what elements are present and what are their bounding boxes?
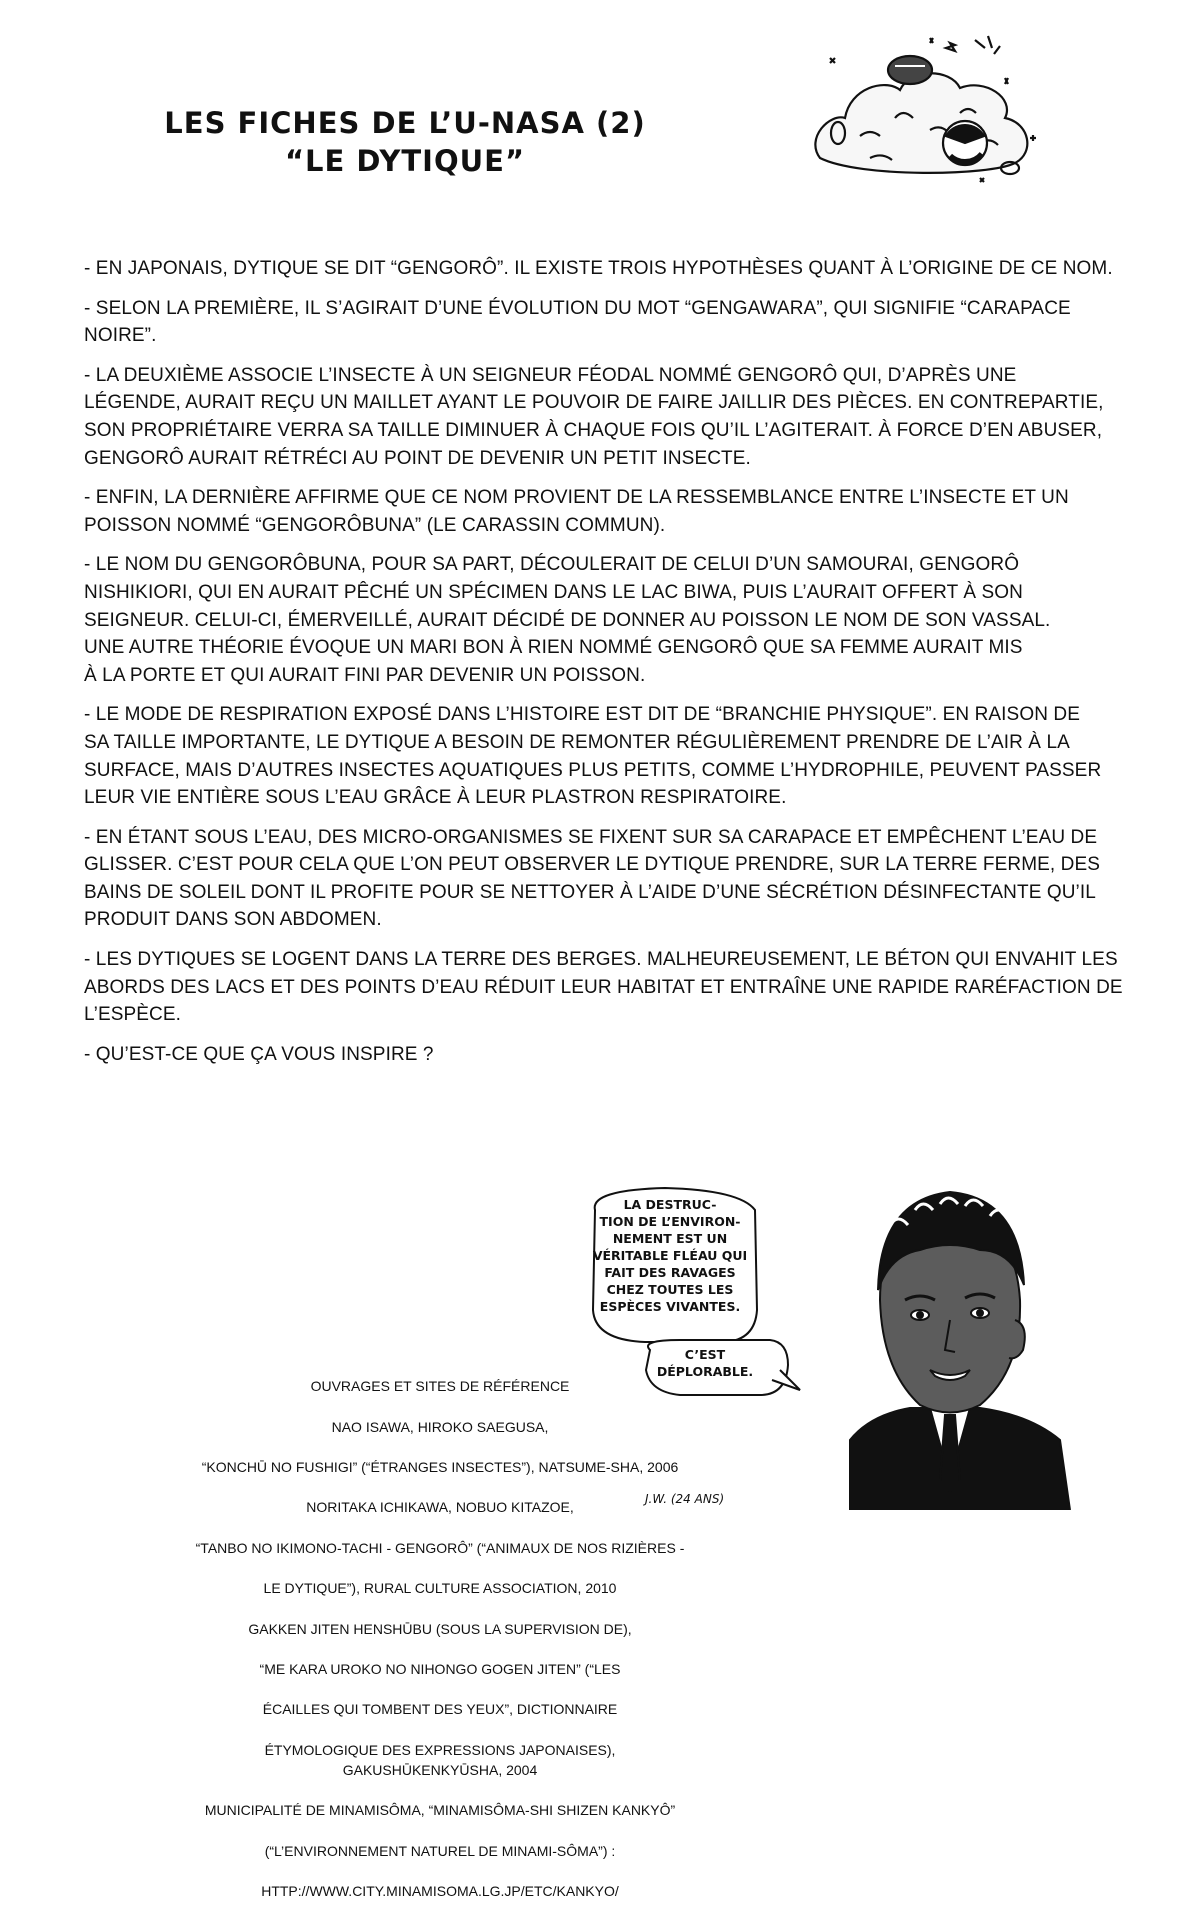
reference-line: ÉCAILLES QUI TOMBENT DES YEUX”, DICTIONNAIRE bbox=[262, 1701, 618, 1718]
mascot-pile-icon bbox=[800, 18, 1050, 198]
paragraph: - EN ÉTANT SOUS L’EAU, DES MICRO-ORGANISMES SE FIXENT SUR SA CARAPACE ET EMPÊCHENT L’EAU DE GLISSER. C’EST POUR CELA QUE L’ON PEUT OBSERVER LE DYTIQUE PRENDRE, SUR LA TERRE FERME, DES BAINS DE SOLEIL DONT IL PROFITE POUR SE NETTOYER À L’AIDE D’UNE SÉCRÉTION DÉSINFECTANTE QU’IL PRODUIT DANS SON ABDOMEN. bbox=[84, 826, 1101, 931]
paragraph: - LA DEUXIÈME ASSOCIE L’INSECTE À UN SEIGNEUR FÉODAL NOMMÉ GENGORÔ QUI, D’APRÈS UNE LÉGENDE, AURAIT REÇU UN MAILLET AYANT LE POUVOIR DE FAIRE JAILLIR DES PIÈCES. EN CONTREPARTIE, SON PROPRIÉTAIRE VERRA SA TAILLE DIMINUER À CHAQUE FOIS QU’IL L’AGITERAIT. À FORCE D’EN ABUSER, GENGORÔ AURAIT RÉTRÉCI AU POINT DE DEVENIR UN PETIT INSECTE. bbox=[84, 364, 1104, 469]
paragraph: - SELON LA PREMIÈRE, IL S’AGIRAIT D’UNE ÉVOLUTION DU MOT “GENGAWARA”, QUI SIGNIFIE “CARAPACE NOIRE”. bbox=[84, 297, 1071, 347]
reference-link[interactable]: HTTP://WWW.CITY.MINAMISOMA.LG.JP/ETC/KANKYO/ bbox=[261, 1883, 619, 1900]
reference-line: ÉTYMOLOGIQUE DES EXPRESSIONS JAPONAISES), GAKUSHŪKENKYŪSHA, 2004 bbox=[264, 1741, 616, 1779]
article-body bbox=[84, 255, 1134, 1080]
speech-bubble-text-2: C’EST DÉPLORABLE. bbox=[656, 1347, 754, 1379]
paragraph: - LE MODE DE RESPIRATION EXPOSÉ DANS L’HISTOIRE EST DIT DE “BRANCHIE PHYSIQUE”. EN RAISON DE SA TAILLE IMPORTANTE, LE DYTIQUE A BESOIN DE REMONTER RÉGULIÈREMENT PRENDRE DE L’AIR À LA SURFACE, MAIS D’AUTRES INSECTES AQUATIQUES PLUS PETITS, COMME L’HYDROPHILE, PEUVENT PASSER LEUR VIE ENTIÈRE SOUS L’EAU GRÂCE À LEUR PLASTRON RESPIRATOIRE. bbox=[84, 704, 1102, 809]
reference-line: NAO ISAWA, HIROKO SAEGUSA, bbox=[331, 1418, 549, 1435]
references-heading: OUVRAGES ET SITES DE RÉFÉRENCE bbox=[310, 1378, 570, 1395]
portrait-credit: J.W. (24 ANS) bbox=[645, 1492, 725, 1506]
reference-line: LE DYTIQUE”), RURAL CULTURE ASSOCIATION, 2010 bbox=[263, 1580, 617, 1597]
paragraph: - EN JAPONAIS, DYTIQUE SE DIT “GENGORÔ”. IL EXISTE TROIS HYPOTHÈSES QUANT À L’ORIGINE DE CE NOM. bbox=[84, 258, 1113, 279]
paragraph: - LES DYTIQUES SE LOGENT DANS LA TERRE DES BERGES. MALHEUREUSEMENT, LE BÉTON QUI ENVAHIT LES ABORDS DES LACS ET DES POINTS D’EAU RÉDUIT LEUR HABITAT ET ENTRAÎNE UNE RAPIDE RARÉFACTION DE L’ESPÈCE. bbox=[84, 949, 1123, 1026]
title-line-1: LES FICHES DE L’U-NASA (2) bbox=[164, 106, 646, 140]
reference-line: “KONCHŪ NO FUSHIGI” (“ÉTRANGES INSECTES”), NATSUME-SHA, 2006 bbox=[201, 1459, 679, 1476]
reference-line: MUNICIPALITÉ DE MINAMISÔMA, “MINAMISÔMA-SHI SHIZEN KANKYÔ” bbox=[204, 1802, 676, 1819]
reference-line: (“L’ENVIRONNEMENT NATUREL DE MINAMI-SÔMA”) : bbox=[264, 1842, 616, 1859]
paragraph: - ENFIN, LA DERNIÈRE AFFIRME QUE CE NOM PROVIENT DE LA RESSEMBLANCE ENTRE L’INSECTE ET UN POISSON NOMMÉ “GENGORÔBUNA” (LE CARASSIN COMMUN). bbox=[84, 487, 1069, 536]
paragraph: - LE NOM DU GENGORÔBUNA, POUR SA PART, DÉCOULERAIT DE CELUI D’UN SAMOURAI, GENGORÔ NISHIKIORI, QUI EN AURAIT PÊCHÉ UN SPÉCIMEN DANS LE LAC BIWA, PUIS L’AURAIT OFFERT À SON SEIGNEUR. CELUI-CI, ÉMERVEILLÉ, AURAIT DÉCIDÉ DE DONNER AU POISSON LE NOM DE SON VASSAL. UNE AUTRE THÉORIE ÉVOQUE UN MARI BON À RIEN NOMMÉ GENGORÔ QUE SA FEMME AURAIT MIS À LA PORTE ET QUI AURAIT FINI PAR DEVENIR UN POISSON. bbox=[84, 554, 1051, 686]
man-in-suit-portrait-icon bbox=[850, 1192, 1070, 1510]
reference-line: GAKKEN JITEN HENSHŪBU (SOUS LA SUPERVISION DE), bbox=[248, 1620, 632, 1637]
reference-line: “ME KARA UROKO NO NIHONGO GOGEN JITEN” (“LES bbox=[259, 1661, 621, 1678]
paragraph: - QU’EST-CE QUE ÇA VOUS INSPIRE ? bbox=[84, 1043, 434, 1065]
title-line-2: “LE DYTIQUE” bbox=[284, 144, 526, 178]
page-title bbox=[0, 104, 810, 180]
reference-line: NORITAKA ICHIKAWA, NOBUO KITAZOE, bbox=[306, 1499, 574, 1516]
reference-line: “TANBO NO IKIMONO-TACHI - GENGORÔ” (“ANIMAUX DE NOS RIZIÈRES - bbox=[195, 1539, 685, 1556]
speech-bubble-text-1: LA DESTRUC- TION DE L’ENVIRON- NEMENT EST UN VÉRITABLE FLÉAU QUI FAIT DES RAVAGES CHEZ TOUTES LES ESPÈCES VIVANTES. bbox=[592, 1197, 748, 1314]
